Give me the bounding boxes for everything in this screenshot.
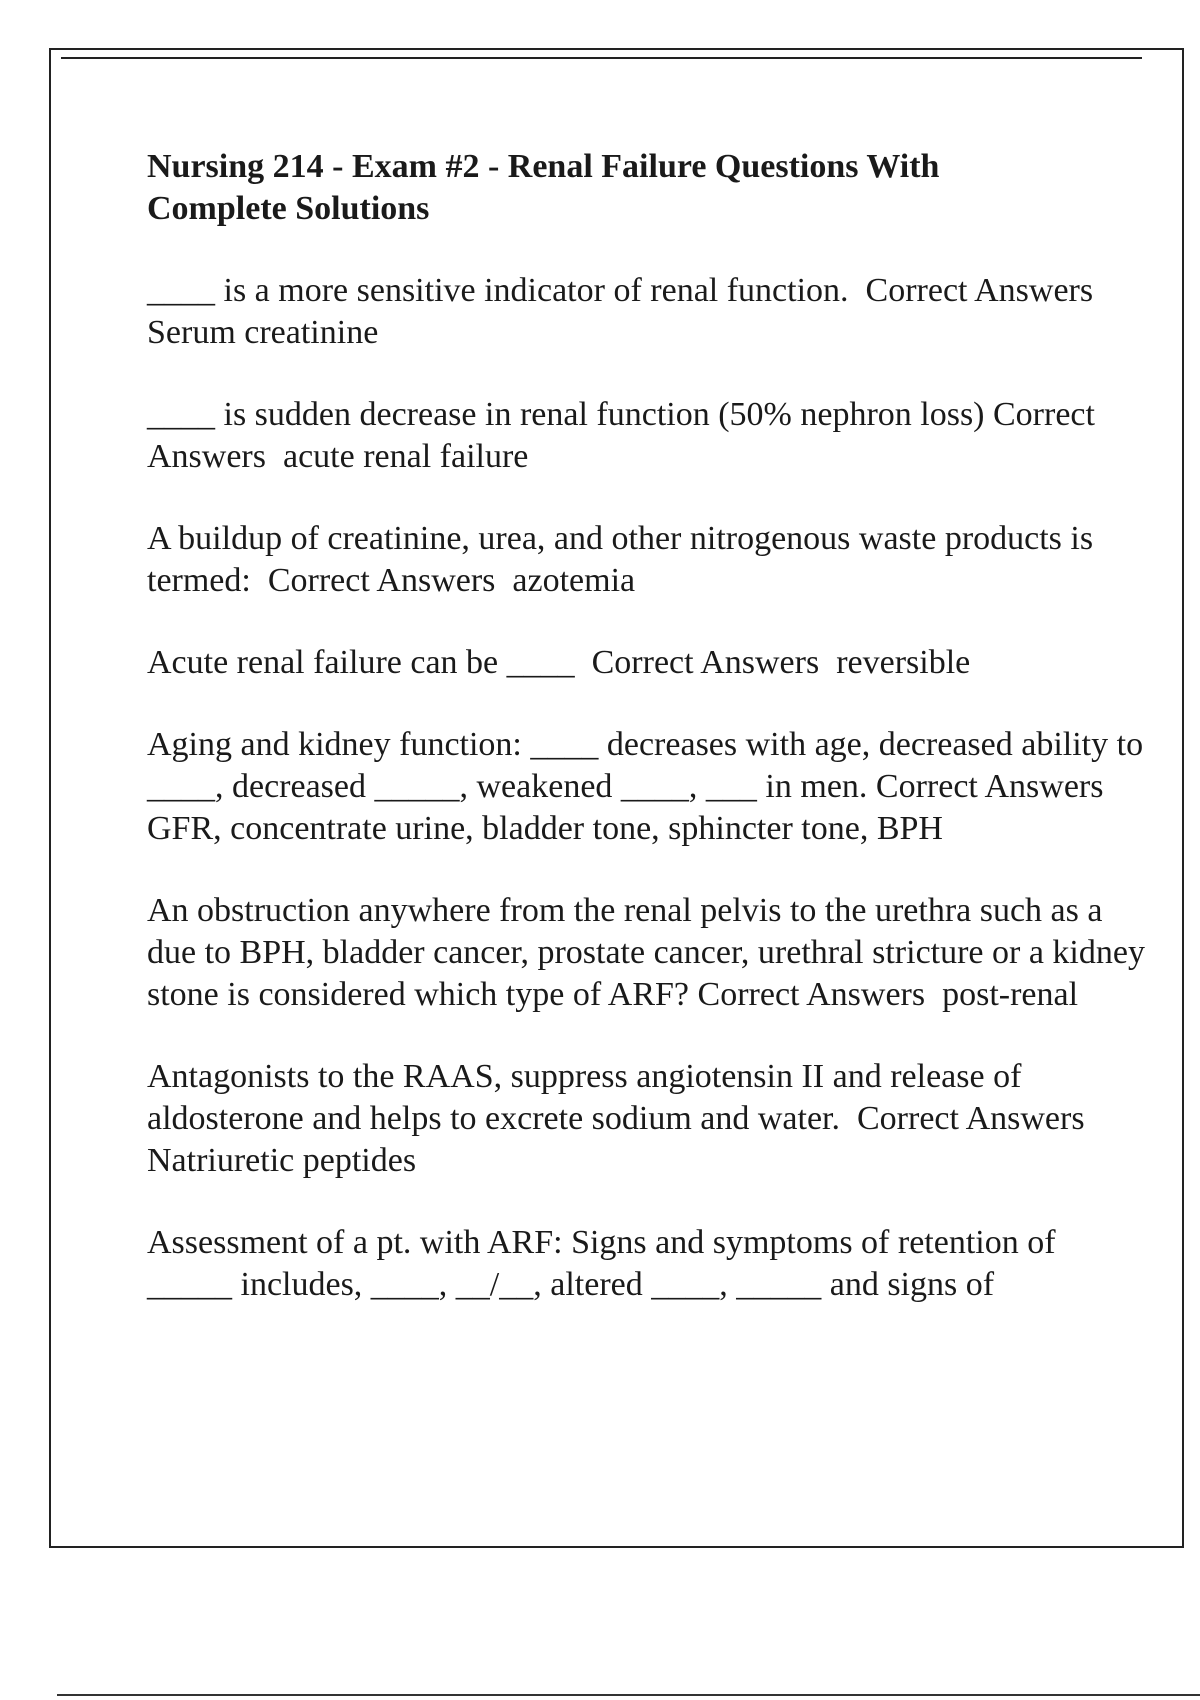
- answer-text: Serum creatinine: [147, 314, 379, 351]
- question-text: Antagonists to the RAAS, suppress angiotensin II and release of aldosterone and helps to excrete sodium and water.: [147, 1058, 1022, 1137]
- qa-item: [147, 394, 1147, 478]
- answer-text: reversible: [836, 644, 971, 681]
- answer-label: Correct Answers: [857, 1100, 1085, 1137]
- page-frame: [49, 48, 1184, 1548]
- qa-item: [147, 1222, 1147, 1306]
- qa-item: [147, 642, 1147, 684]
- qa-item: [147, 518, 1147, 602]
- answer-text: post-renal: [942, 976, 1079, 1013]
- answer-text: acute renal failure: [282, 438, 529, 475]
- answer-label: Correct Answers: [697, 976, 926, 1013]
- qa-item: [147, 270, 1147, 354]
- answer-text: GFR, concentrate urine, bladder tone, sphincter tone, BPH: [147, 810, 943, 847]
- question-text: An obstruction anywhere from the renal pelvis to the urethra such as a due to BPH, bladder cancer, prostate cancer, urethral stricture or a kidney stone is considered which type of ARF?: [147, 892, 1145, 1013]
- top-rule: [61, 57, 1142, 59]
- question-text: A buildup of creatinine, urea, and other nitrogenous waste products is termed:: [147, 520, 1094, 599]
- answer-text: Natriuretic peptides: [147, 1142, 417, 1179]
- question-text: Acute renal failure can be ____: [147, 644, 575, 681]
- answer-text: azotemia: [512, 562, 636, 599]
- answer-label: Correct Answers: [147, 396, 1095, 475]
- qa-item: [147, 724, 1147, 850]
- document-body: [147, 146, 1147, 1346]
- qa-item: [147, 890, 1147, 1016]
- document-title: Nursing 214 - Exam #2 - Renal Failure Questions With Complete Solutions: [147, 148, 940, 227]
- question-text: ____ is sudden decrease in renal function (50% nephron loss): [147, 396, 985, 433]
- bottom-rule: [57, 1694, 1200, 1696]
- answer-label: Correct Answers: [875, 768, 1104, 805]
- question-text: Assessment of a pt. with ARF: Signs and symptoms of retention of _____ includes, ____, __/__, altered ____, _____ and signs of: [147, 1224, 1056, 1303]
- qa-item: [147, 1056, 1147, 1182]
- question-text: ____ is a more sensitive indicator of renal function.: [147, 272, 849, 309]
- answer-label: Correct Answers: [267, 562, 496, 599]
- question-text: Aging and kidney function: ____ decreases with age, decreased ability to ____, decreased _____, weakened ____, ___ in men.: [147, 726, 1144, 805]
- answer-label: Correct Answers: [591, 644, 820, 681]
- answer-label: Correct Answers: [865, 272, 1094, 309]
